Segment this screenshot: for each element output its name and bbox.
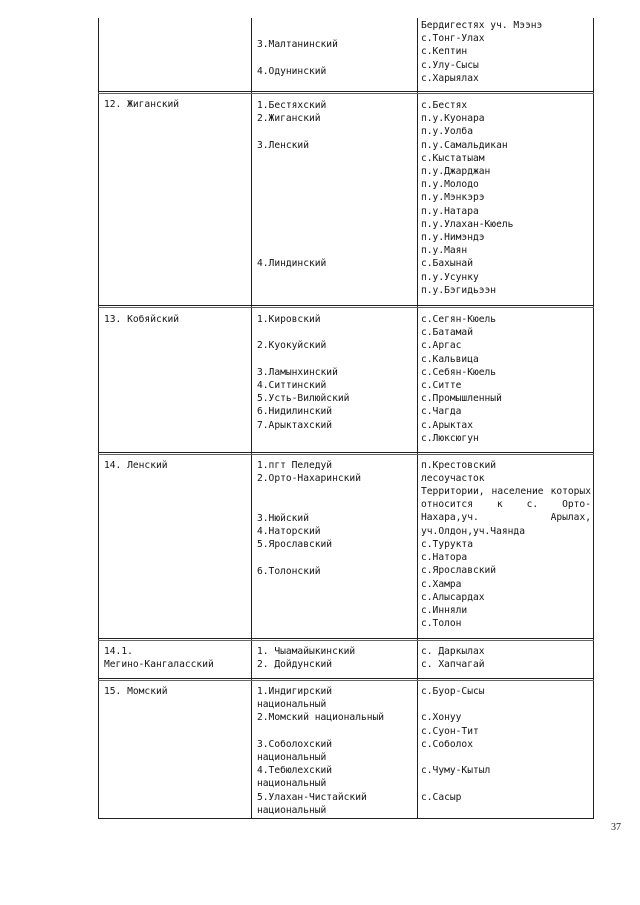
text-line: 4.Наторский <box>257 526 321 538</box>
text-line: с.Аргас <box>421 340 462 352</box>
text-line <box>257 205 326 218</box>
text-line <box>257 218 326 231</box>
settlement-list <box>257 459 361 578</box>
text-line: с.Себян-Кюель <box>421 366 497 378</box>
row-divider <box>98 452 594 453</box>
text-line: 12. Жиганский <box>104 99 180 110</box>
text-line: национальный <box>257 778 327 790</box>
text-line <box>257 353 349 366</box>
text-line: с.Сасыр <box>421 791 462 803</box>
text-line: 13. Кобяйский <box>104 314 180 325</box>
text-line: национальный <box>257 699 327 711</box>
text-line: с.Хамра <box>421 578 462 590</box>
row-divider <box>98 678 594 679</box>
text-line: с.Хонуу <box>421 712 462 724</box>
text-line: лесоучасток <box>421 473 485 485</box>
text-line: 5.Ярославский <box>257 539 333 551</box>
text-line: с.Алысардах <box>421 591 485 603</box>
text-line: с.Бахынай <box>421 258 473 270</box>
text-line <box>257 191 326 204</box>
text-line <box>421 751 490 764</box>
locality-list <box>421 99 513 297</box>
text-line: 1.Бестяхский <box>257 100 327 111</box>
settlement-list <box>257 645 355 671</box>
settlement-list <box>257 313 349 432</box>
text-line: п.у.Самальдикан <box>421 139 508 151</box>
column-divider-2 <box>417 18 418 819</box>
text-line: п.у.Маян <box>421 245 468 257</box>
locality-list <box>421 645 485 671</box>
text-line <box>421 777 490 790</box>
text-line: 3.Малтанинский <box>257 39 338 51</box>
text-line: 4.Тебюлехский <box>257 765 333 777</box>
text-line: с.Кыстатыам <box>421 152 485 164</box>
text-line: с.Сегян-Кюель <box>421 314 497 325</box>
text-line: 15. Момский <box>104 686 168 697</box>
text-line: 3.Ламынхинский <box>257 366 338 378</box>
locality-list <box>421 685 490 804</box>
text-line: 1.Индигирский <box>257 686 333 697</box>
text-line <box>257 51 338 64</box>
text-line: 1.пгт Пеледуй <box>257 460 333 471</box>
text-line: с.Кептин <box>421 46 468 58</box>
text-line: 1.Кировский <box>257 314 321 325</box>
district-name <box>104 685 168 698</box>
locality-list <box>421 538 496 630</box>
row-divider <box>98 91 594 92</box>
text-line: п.у.Джарджан <box>421 166 491 178</box>
text-line: п.у.Нимэндэ <box>421 232 485 244</box>
text-line: с.Арыктах <box>421 419 473 431</box>
text-line: национальный <box>257 804 327 816</box>
text-line: с.Толон <box>421 618 462 630</box>
text-line: с.Суон-Тит <box>421 725 479 737</box>
text-line: с.Улу-Сысы <box>421 59 479 71</box>
text-line: 4.Ситтинский <box>257 380 327 392</box>
text-line <box>257 244 326 257</box>
text-line: 2.Жиганский <box>257 113 321 125</box>
text-line: с.Турукта <box>421 539 473 550</box>
text-line <box>257 152 326 165</box>
settlement-list <box>257 25 338 78</box>
text-line: 14. Ленский <box>104 460 168 471</box>
text-line: Бердигестях уч. Мээнэ <box>421 20 543 31</box>
text-line: с.Бестях <box>421 100 468 111</box>
text-line: с. Хапчагай <box>421 659 485 671</box>
text-line: с.Чуму-Кытыл <box>421 765 491 777</box>
row-divider <box>98 638 594 639</box>
locality-list <box>421 19 542 85</box>
text-line: с.Ярославский <box>421 565 497 577</box>
text-line <box>257 499 361 512</box>
text-line: с.Натора <box>421 552 468 564</box>
text-line: п.у.Молодо <box>421 179 479 191</box>
text-line: п.у.Куонара <box>421 113 485 125</box>
text-line: с.Тонг-Улах <box>421 33 485 45</box>
text-line: 4.Одунинский <box>257 65 327 77</box>
text-line: с.Кальвица <box>421 353 479 365</box>
text-line: 2.Орто-Нахаринский <box>257 473 361 485</box>
text-line <box>257 551 361 564</box>
locality-list <box>421 459 496 485</box>
text-line: п.у.Усунку <box>421 271 479 283</box>
text-line <box>257 326 349 339</box>
text-line: 5.Улахан-Чистайский <box>257 791 367 803</box>
text-line <box>257 485 361 498</box>
text-line: 14.1. <box>104 646 133 657</box>
text-line: 2.Момский национальный <box>257 712 385 724</box>
text-line: 3.Соболохский <box>257 738 333 750</box>
table-border-right <box>593 18 594 819</box>
page-number: 37 <box>611 822 621 833</box>
text-line: с. Даркылах <box>421 646 485 657</box>
text-line: 3.Нюйский <box>257 512 309 524</box>
text-line: п.у.Бэгидьээн <box>421 284 497 296</box>
text-line: с.Инняли <box>421 605 468 617</box>
text-line <box>257 725 384 738</box>
municipal-table <box>98 18 594 819</box>
text-line: п.у.Натара <box>421 205 479 217</box>
settlement-list <box>257 99 326 271</box>
district-name <box>104 459 168 472</box>
district-name <box>104 313 179 326</box>
text-line: с.Харыялах <box>421 72 479 84</box>
text-line: 6.Нидилинский <box>257 406 333 418</box>
text-line: национальный <box>257 752 327 764</box>
text-line: с.Буор-Сысы <box>421 686 485 697</box>
text-line: п.у.Мэнкэрэ <box>421 192 485 204</box>
text-line: п.у.Улахан-Кюель <box>421 218 514 230</box>
text-line: 3.Ленский <box>257 139 309 151</box>
text-line: 2.Куокуйский <box>257 340 327 352</box>
text-line <box>257 178 326 191</box>
text-line: п.у.Уолба <box>421 126 473 138</box>
text-line: 7.Арыктахский <box>257 419 333 431</box>
text-line: с.Батамай <box>421 327 473 339</box>
text-line: с.Люксюгун <box>421 432 479 444</box>
column-divider-1 <box>251 18 252 819</box>
settlement-list <box>257 685 384 817</box>
text-line <box>257 165 326 178</box>
text-line: 2. Дойдунский <box>257 659 333 671</box>
text-line: п.Крестовский <box>421 460 497 471</box>
text-line <box>257 125 326 138</box>
text-line: с.Соболох <box>421 738 473 750</box>
text-line: с.Ситте <box>421 380 462 392</box>
text-line <box>421 698 490 711</box>
table-border-left <box>98 18 99 819</box>
text-line: с.Чагда <box>421 406 462 418</box>
text-line: 1. Чыамайыкинский <box>257 646 356 657</box>
district-name <box>104 98 179 111</box>
text-line <box>257 25 338 38</box>
locality-list <box>421 313 502 445</box>
text-line: 4.Линдинский <box>257 258 327 270</box>
row-divider <box>98 305 594 306</box>
text-line: 5.Усть-Вилюйский <box>257 393 350 405</box>
text-line: 6.Толонский <box>257 565 321 577</box>
territory-note: Территории, население которых относится к с. Орто-Нахара,уч. Арылах, уч.Олдон,уч.Чаянда <box>421 486 591 537</box>
table-border-bottom <box>98 818 594 819</box>
text-line: Мегино-Кангаласский <box>104 659 214 671</box>
district-name <box>104 645 214 671</box>
text-line: с.Промышленный <box>421 393 502 405</box>
text-line <box>257 231 326 244</box>
